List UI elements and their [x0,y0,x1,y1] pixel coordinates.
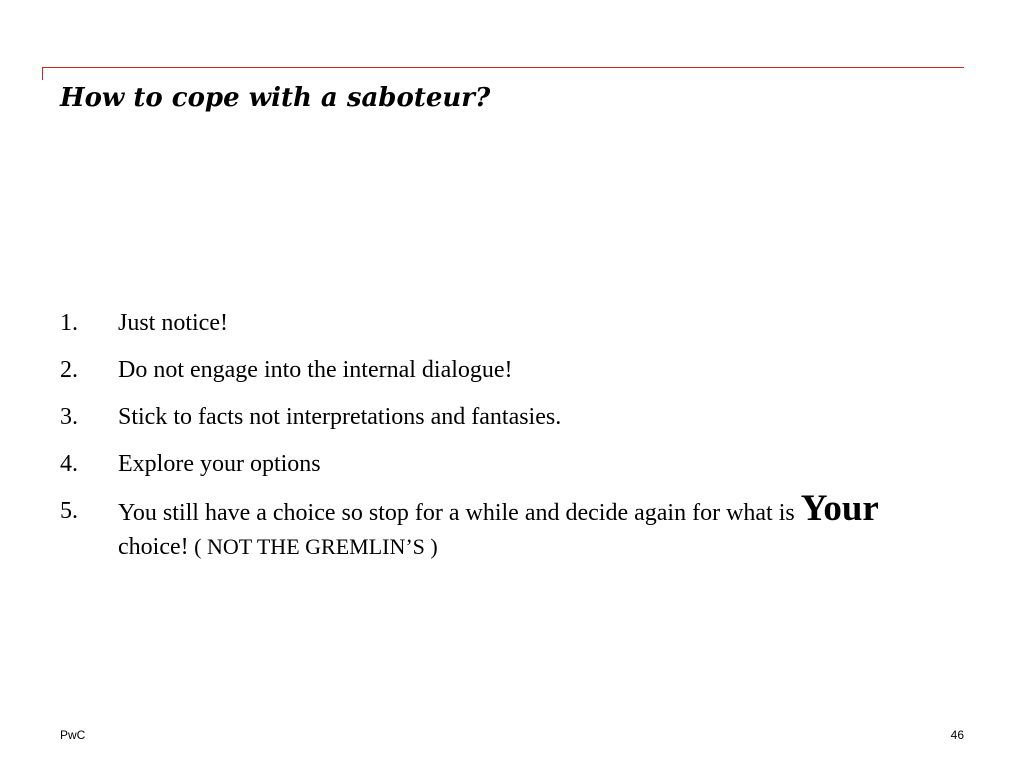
list-item [60,353,920,387]
title-accent-tick [42,67,43,80]
step-number: 5. [60,498,78,524]
step-emphasis: Your [800,488,879,529]
list-item [60,306,920,340]
slide-title: How to cope with a saboteur? [60,83,491,113]
list-item [60,488,920,564]
step-number: 2. [60,357,78,383]
step-text: Do not engage into the internal dialogue! [118,357,513,383]
footer-brand: PwC [60,728,86,742]
list-item [60,447,920,481]
step-text-before: You still have a choice so stop for a while and decide again for what is [118,500,801,526]
title-accent-rule [42,67,964,68]
step-text: Explore your options [118,451,321,477]
list-item [60,400,920,434]
steps-list [60,306,920,577]
step-number: 3. [60,404,78,430]
step-text-after: choice! [118,534,189,560]
step-text: Stick to facts not interpretations and fantasies. [118,404,562,430]
step-tail: ( NOT THE GREMLIN’S ) [188,534,438,559]
page-number: 46 [950,728,964,742]
step-number: 1. [60,310,78,336]
step-number: 4. [60,451,78,477]
step-text: Just notice! [118,310,228,336]
